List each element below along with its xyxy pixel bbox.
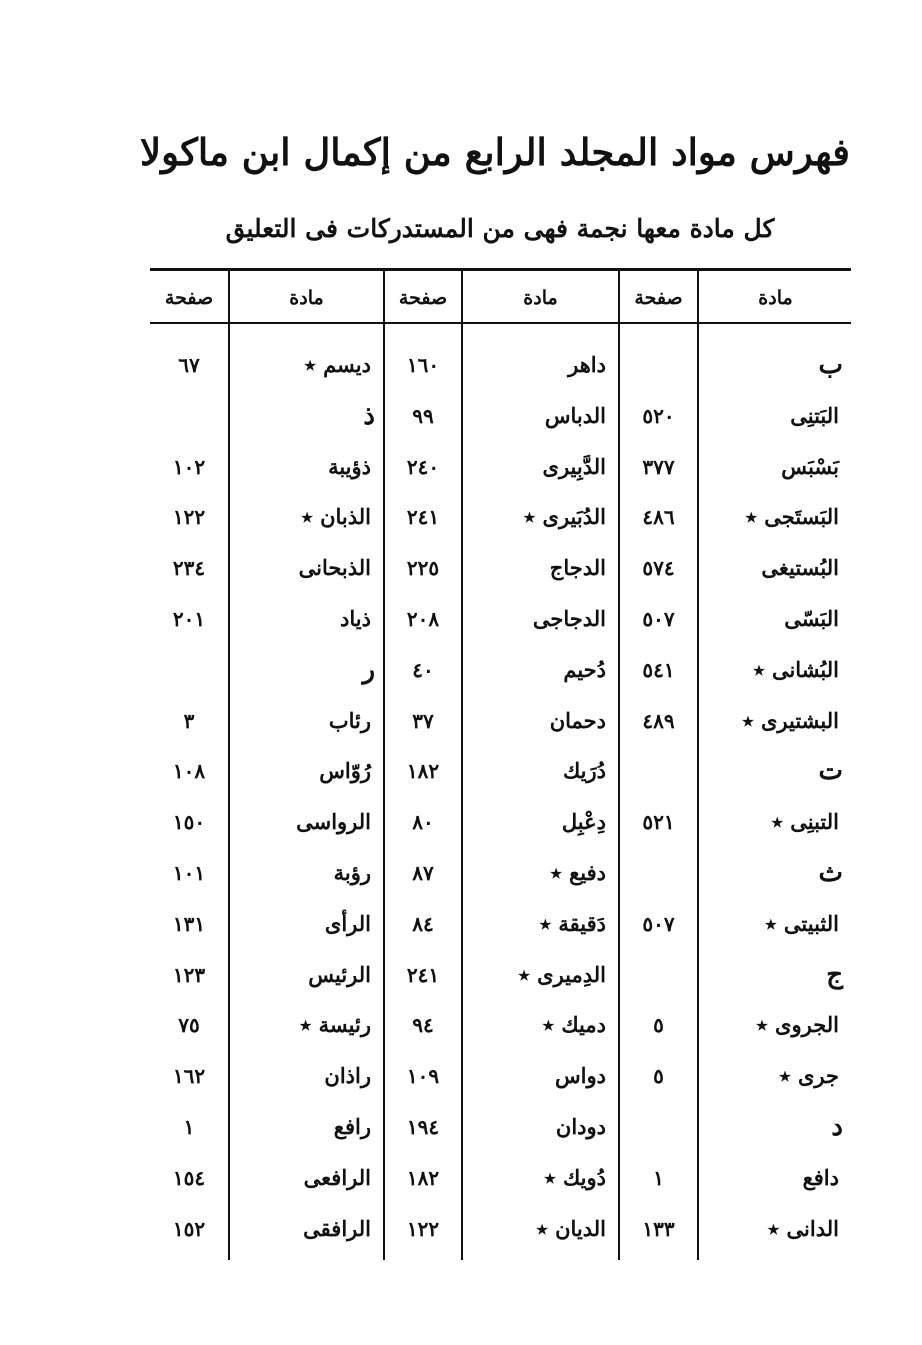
entry-page [620,746,697,797]
entry-page: ١٥٢ [172,1216,206,1241]
table-row [150,899,851,950]
entry-page: ٥٢٠ [642,403,675,428]
entry-page [620,848,697,899]
entry-word: دُويك ٭ [544,1164,606,1190]
header-entry-col2: مادة [523,287,558,309]
entry-word: البَسّى [784,605,839,631]
entry-page: ١٣١ [172,911,206,936]
entry-word: رُوّاس [319,758,371,784]
entry-page: ١٢٢ [406,1216,440,1241]
entry-page: ٥٠٧ [642,606,675,631]
entry-page: ٤٠ [412,657,434,682]
header-entry-col1: مادة [758,287,793,309]
section-letter: ذ [363,400,375,431]
page-subtitle: كل مادة معها نجمة فهى من المستدركات فى التعليق [225,214,775,243]
entry-word: التبنِى ٭ [771,809,839,835]
entry-page: ١٠٢ [172,454,206,479]
entry-word: ذؤيبة [328,453,371,479]
entry-page: ١٢٢ [172,505,206,530]
entry-page: ٢٠١ [172,606,206,631]
entry-word: الدُبَيرى ٭ [523,504,606,530]
table-row [150,1102,851,1153]
table-row [150,594,851,645]
table-row [150,340,851,391]
entry-word: رئيسة ٭ [299,1012,371,1038]
entry-page: ٦٧ [178,353,200,377]
entry-page: ٢٣٤ [172,556,206,581]
entry-page: ٢٤١ [406,505,440,530]
entry-word: الدانى ٭ [767,1215,839,1241]
entry-word: الدَّبِيرى [542,453,606,479]
entry-page: ٨٤ [412,911,434,936]
entry-word: البُشانى ٭ [753,656,839,682]
entry-word: الديان ٭ [536,1215,606,1241]
entry-word: بَسْبَس [781,453,839,479]
entry-word: الرافقى [303,1215,371,1241]
entry-word: الثبيتى ٭ [765,910,839,936]
table-row [150,696,851,747]
header-page-col2: صفحة [398,287,448,309]
entry-page: ١٩٤ [406,1114,440,1139]
entry-word: دحمان [549,707,606,733]
entry-page: ٤٨٦ [642,505,675,530]
entry-page: ٩٩ [412,403,434,428]
index-table [150,340,851,1254]
table-row [150,797,851,848]
entry-page: ٥٧٤ [642,556,675,581]
entry-word: الدجاجى [532,605,606,631]
entry-word: الجروى ٭ [756,1012,839,1038]
entry-page: ١٠١ [172,860,206,885]
entry-page: ٢٢٥ [406,556,440,581]
entry-word: الذبان ٭ [301,504,371,530]
table-row [150,1051,851,1102]
entry-page: ٤٨٩ [642,708,675,733]
entry-page: ١٣٣ [642,1216,675,1241]
entry-page [150,391,228,442]
header-page-col1: صفحة [634,287,683,309]
entry-word: رافع [333,1113,371,1139]
section-letter: د [831,1111,843,1142]
entry-page [620,1102,697,1153]
table-row [150,543,851,594]
entry-page: ٣٧ [412,708,434,733]
entry-page: ٢٤١ [406,962,440,987]
entry-word: دِعْبِل [561,809,606,835]
entry-word: البُستيغى [761,555,839,581]
entry-page: ٩٤ [412,1013,434,1038]
header-page-col3: صفحة [164,287,214,309]
table-row [150,442,851,493]
entry-page [150,645,228,696]
page-title: فهرس مواد المجلد الرابع من إكمال ابن ماكولا [139,130,850,174]
entry-page: ١٦٠ [406,353,440,377]
entry-page: ٥٢١ [642,810,675,835]
entry-page: ٥ [653,1064,664,1089]
entry-word: دافع [802,1164,839,1190]
entry-page [620,950,697,1001]
entry-page: ٨٠ [412,810,434,835]
entry-word: الرأى [324,910,371,936]
entry-word: راذان [324,1063,371,1089]
table-row [150,391,851,442]
entry-word: جرى ٭ [779,1063,839,1089]
entry-word: رئاب [328,707,371,733]
entry-page: ١٥٠ [172,810,206,835]
table-row [150,645,851,696]
entry-page: ٢٤٠ [406,454,440,479]
entry-page: ١٦٢ [172,1064,206,1089]
entry-word: الذبحانى [298,555,371,581]
entry-page: ١ [653,1165,664,1190]
entry-word: الدباس [544,402,606,428]
table-row [150,1153,851,1204]
entry-word: البَتنِى [790,402,839,428]
entry-word: دواس [555,1063,606,1089]
entry-page [620,340,697,391]
entry-word: ذياد [340,605,371,631]
entry-word: الرواسى [296,809,371,835]
entry-word: ديسم ٭ [304,352,371,377]
table-header-rule [150,322,851,324]
entry-page: ١ [183,1114,195,1139]
entry-word: الرئيس [308,961,371,987]
section-letter: ث [818,857,843,888]
section-letter: ت [818,756,843,787]
entry-page: ٥ [653,1013,664,1038]
entry-word: دَقيقة ٭ [539,910,606,936]
entry-word: الرافعى [303,1164,371,1190]
table-top-rule [150,268,851,271]
entry-page: ٢٠٨ [406,606,440,631]
entry-word: الدِميرى ٭ [518,961,606,987]
header-entry-col3: مادة [289,287,324,309]
entry-page: ١٠٨ [172,759,206,784]
entry-word: داهر [568,352,606,377]
table-row [150,746,851,797]
entry-page: ٣ [183,708,195,733]
entry-word: دودان [555,1113,606,1139]
entry-page: ٨٧ [412,860,434,885]
section-letter: ر [362,654,375,685]
table-row [150,1204,851,1255]
entry-word: رؤبة [333,859,371,885]
section-letter: ب [818,350,843,380]
entry-word: دُرَيك [562,758,606,784]
table-row [150,492,851,543]
entry-page: ١٥٤ [172,1165,206,1190]
entry-word: البشتيرى ٭ [742,707,839,733]
table-row [150,848,851,899]
entry-page: ٣٧٧ [642,454,675,479]
entry-word: دميك ٭ [542,1012,606,1038]
entry-page: ٥٤١ [642,657,675,682]
entry-word: دفيع ٭ [550,859,606,885]
entry-word: الدجاج [549,555,606,581]
entry-word: البَستَجى ٭ [745,504,839,530]
table-row [150,1000,851,1051]
entry-page: ١٠٩ [406,1064,440,1089]
entry-page: ٥٠٧ [642,911,675,936]
entry-word: دُحيم [563,656,606,682]
entry-page: ٧٥ [178,1013,200,1038]
entry-page: ١٨٢ [406,759,440,784]
entry-page: ١٢٣ [172,962,206,987]
section-letter: ج [826,959,843,990]
entry-page: ١٨٢ [406,1165,440,1190]
table-row [150,950,851,1001]
